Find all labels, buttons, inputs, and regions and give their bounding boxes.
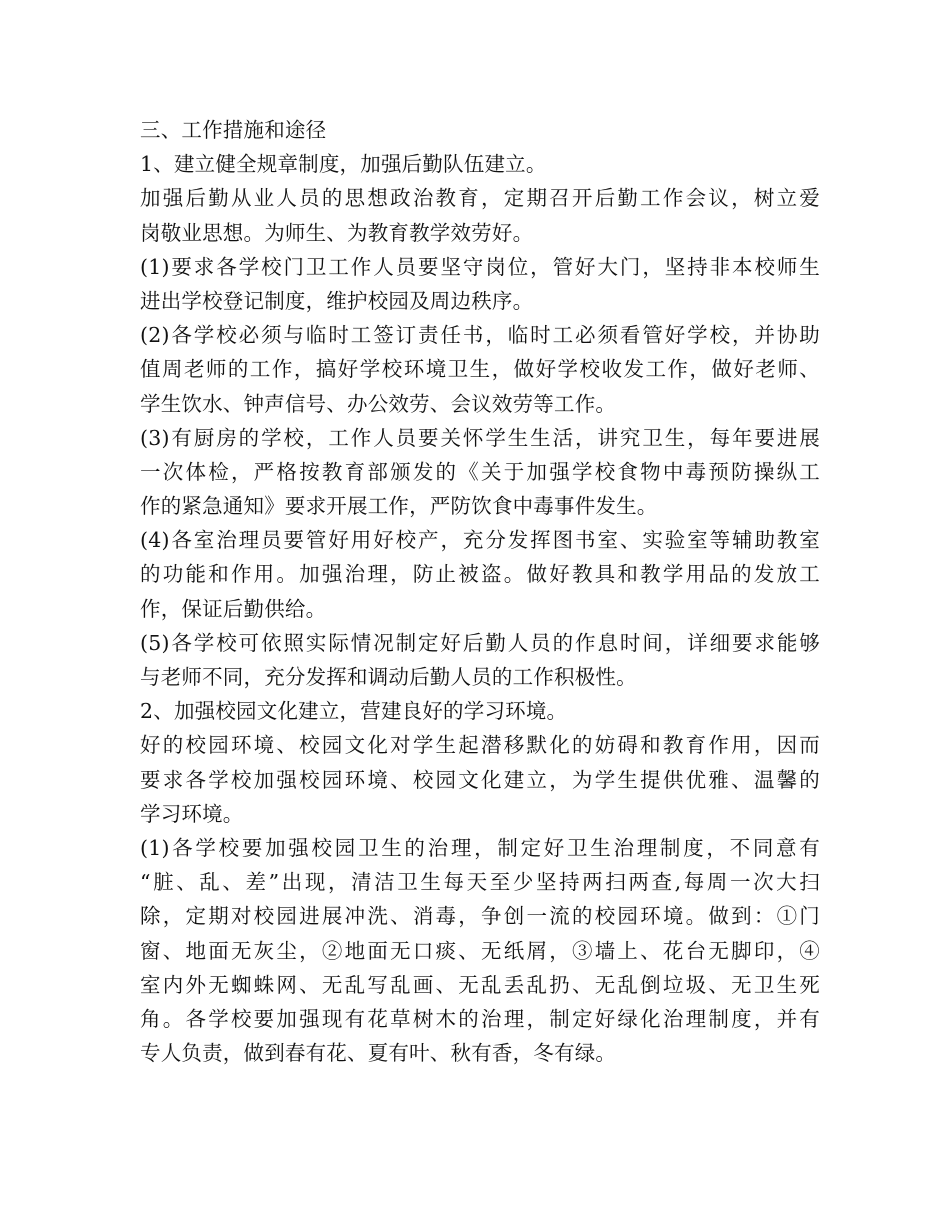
paragraph-line: 好的校园环境、校园文化对学生起潜移默化的妨碍和教育作用，因而	[140, 733, 820, 758]
list-item-line: 的功能和作用。加强治理，防止被盗。做好教具和教学用品的发放工	[140, 562, 820, 587]
paragraph-line: 学习环境。	[140, 801, 244, 826]
paragraph-line: 岗敬业思想。为师生、为教育教学效劳好。	[140, 220, 534, 245]
list-item-line: (2)各学校必须与临时工签订责任书，临时工必须看管好学校，并协助	[140, 323, 820, 348]
list-item-line: (4)各室治理员要管好用好校产，充分发挥图书室、实验室等辅助教室	[140, 528, 820, 553]
list-item-line: 作的紧急通知》要求开展工作，严防饮食中毒事件发生。	[140, 494, 658, 519]
section-heading: 三、工作措施和途径	[140, 118, 327, 142]
list-item-line: “脏、乱、差”出现，清洁卫生每天至少坚持两扫两查,每周一次大扫	[140, 870, 820, 895]
list-item-line: 室内外无蜘蛛网、无乱写乱画、无乱丢乱扔、无乱倒垃圾、无卫生死	[140, 972, 820, 997]
list-item-line: 进出学校登记制度，维护校园及周边秩序。	[140, 288, 534, 313]
document-body	[140, 113, 830, 1070]
paragraph-line: 加强后勤从业人员的思想政治教育，定期召开后勤工作会议，树立爱	[140, 186, 820, 211]
list-item-line: (1)要求各学校门卫工作人员要坚守岗位，管好大门，坚持非本校师生	[140, 254, 820, 279]
list-item-line: 角。各学校要加强现有花草树木的治理，制定好绿化治理制度，并有	[140, 1006, 820, 1031]
list-item-line: (5)各学校可依照实际情况制定好后勤人员的作息时间，详细要求能够	[140, 630, 820, 655]
list-item-line: 除，定期对校园进展冲洗、消毒，争创一流的校园环境。做到：①门	[140, 904, 820, 929]
list-item-line: 窗、地面无灰尘，②地面无口痰、无纸屑，③墙上、花台无脚印，④	[140, 938, 820, 963]
list-item-line: 专人负责，做到春有花、夏有叶、秋有香，冬有绿。	[140, 1041, 617, 1066]
list-item-line: 学生饮水、钟声信号、办公效劳、会议效劳等工作。	[140, 391, 617, 416]
list-item-line: 与老师不同，充分发挥和调动后勤人员的工作积极性。	[140, 665, 637, 689]
paragraph-line: 要求各学校加强校园环境、校园文化建立，为学生提供优雅、温馨的	[140, 767, 820, 792]
subsection-heading-2: 2、加强校园文化建立，营建良好的学习环境。	[140, 699, 568, 724]
list-item-line: (3)有厨房的学校，工作人员要关怀学生生活，讲究卫生，每年要进展	[140, 425, 820, 450]
list-item-line: 作，保证后勤供给。	[140, 596, 327, 621]
list-item-line: (1)各学校要加强校园卫生的治理，制定好卫生治理制度，不同意有	[140, 835, 820, 860]
list-item-line: 一次体检，严格按教育部颁发的《关于加强学校食物中毒预防操纵工	[140, 459, 820, 484]
subsection-heading-1: 1、建立健全规章制度，加强后勤队伍建立。	[140, 152, 547, 177]
list-item-line: 值周老师的工作，搞好学校环境卫生，做好学校收发工作，做好老师、	[140, 357, 820, 382]
